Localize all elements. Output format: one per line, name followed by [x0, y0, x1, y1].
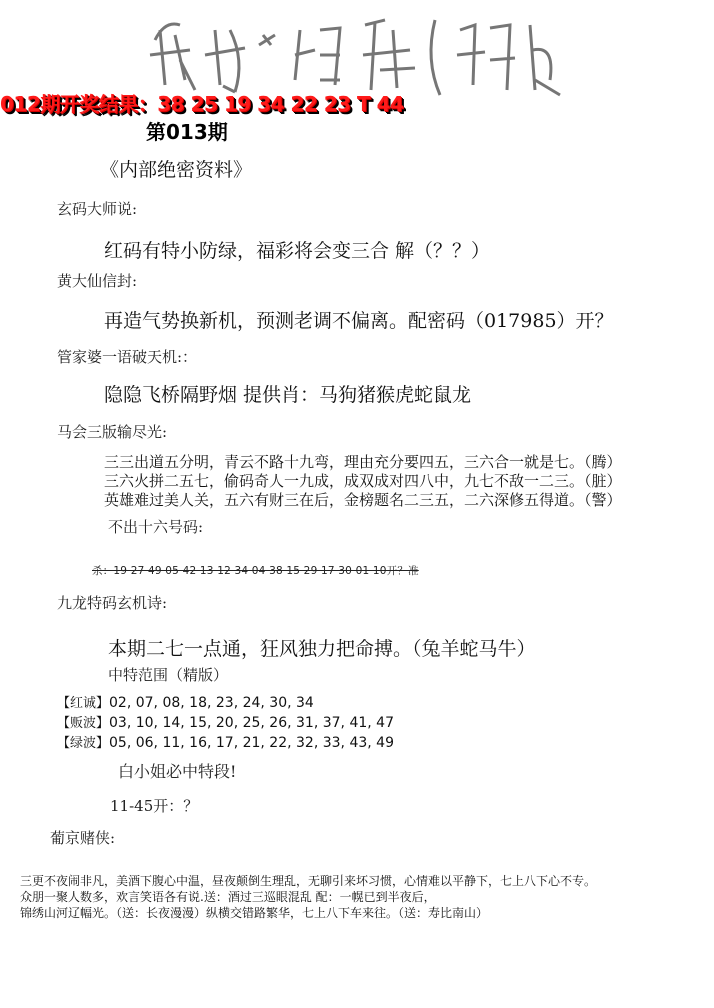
- row-numbers: 03, 10, 14, 15, 20, 25, 26, 31, 37, 41, 47: [109, 715, 394, 731]
- section-text-7: 11-45开：？: [110, 797, 199, 815]
- section-head-5: 九龙特码玄机诗:: [57, 594, 168, 612]
- doc-title: 《内部绝密资料》: [100, 159, 253, 181]
- kill-numbers-line: 杀：19 27 49 05 42 13 12 34 04 38 15 29 17 30 01 10开？准: [92, 565, 419, 577]
- row-numbers: 02, 07, 08, 18, 23, 24, 30, 34: [109, 695, 314, 711]
- section-head-4: 马会三版输尽光:: [57, 423, 168, 441]
- section-text-1: 红码有特小防绿，福彩将会变三合 解（？？）: [104, 240, 491, 262]
- issue-number: 第013期: [146, 120, 228, 144]
- section-text-6: 白小姐必中特段!: [118, 762, 237, 781]
- section-head-3: 管家婆一语破天机:：: [57, 348, 198, 366]
- section-sub-4: 不出十六号码:: [108, 518, 204, 536]
- section-text-5: 本期二七一点通，狂风独力把命搏。（兔羊蛇马牛）: [108, 638, 536, 660]
- footer-line-3: 锦绣山河辽幅光。（送：长夜漫漫）纵横交错路繁华，七上八下车来往。（送：寿比南山）: [20, 906, 489, 920]
- row-tag: 【绿波】: [57, 736, 110, 751]
- number-row-green: [57, 732, 394, 751]
- footer-line-1: 三更不夜闹非凡，美酒下腹心中温，昼夜颠倒生理乱，无聊引来坏习惯，心情难以平静下，七上八下心不专。: [20, 874, 597, 888]
- row-tag: 【贩波】: [57, 716, 110, 731]
- number-row-red: [57, 692, 314, 711]
- section-head-8: 葡京赌侠:: [50, 829, 116, 847]
- section-head-1: 玄码大师说:: [57, 200, 138, 218]
- section-text-3: 隐隐飞桥隔野烟 提供肖：马狗猪猴虎蛇鼠龙: [104, 384, 472, 406]
- row-tag: 【红诚】: [57, 696, 110, 711]
- poem-line-3: 英雄难过美人关，五六有财三在后，金榜题名二三五，二六深修五得道。（警）: [104, 491, 622, 509]
- section-text-2: 再造气势换新机，预测老调不偏离。配密码（017985）开？: [104, 310, 614, 332]
- number-row-blue: [57, 712, 394, 731]
- row-numbers: 05, 06, 11, 16, 17, 21, 22, 32, 33, 43, 49: [109, 735, 394, 751]
- range-head: 中特范围（精版）: [108, 666, 229, 684]
- poem-line-2: 三六火拼二五七，偷码奇人一九成，成双成对四八中，九七不敌一二三。（脏）: [104, 472, 622, 490]
- footer-line-2: 众朋一聚人数多，欢言笑语各有说.送：酒过三巡眼混乱 配：一幌已到半夜后，: [20, 890, 436, 904]
- result-line: 012期开奖结果：38 25 19 34 22 23 T 44: [0, 92, 404, 116]
- poem-line-1: 三三出道五分明，青云不路十九弯，理由充分要四五，三六合一就是七。（腾）: [104, 453, 622, 471]
- section-head-2: 黄大仙信封:: [57, 272, 138, 290]
